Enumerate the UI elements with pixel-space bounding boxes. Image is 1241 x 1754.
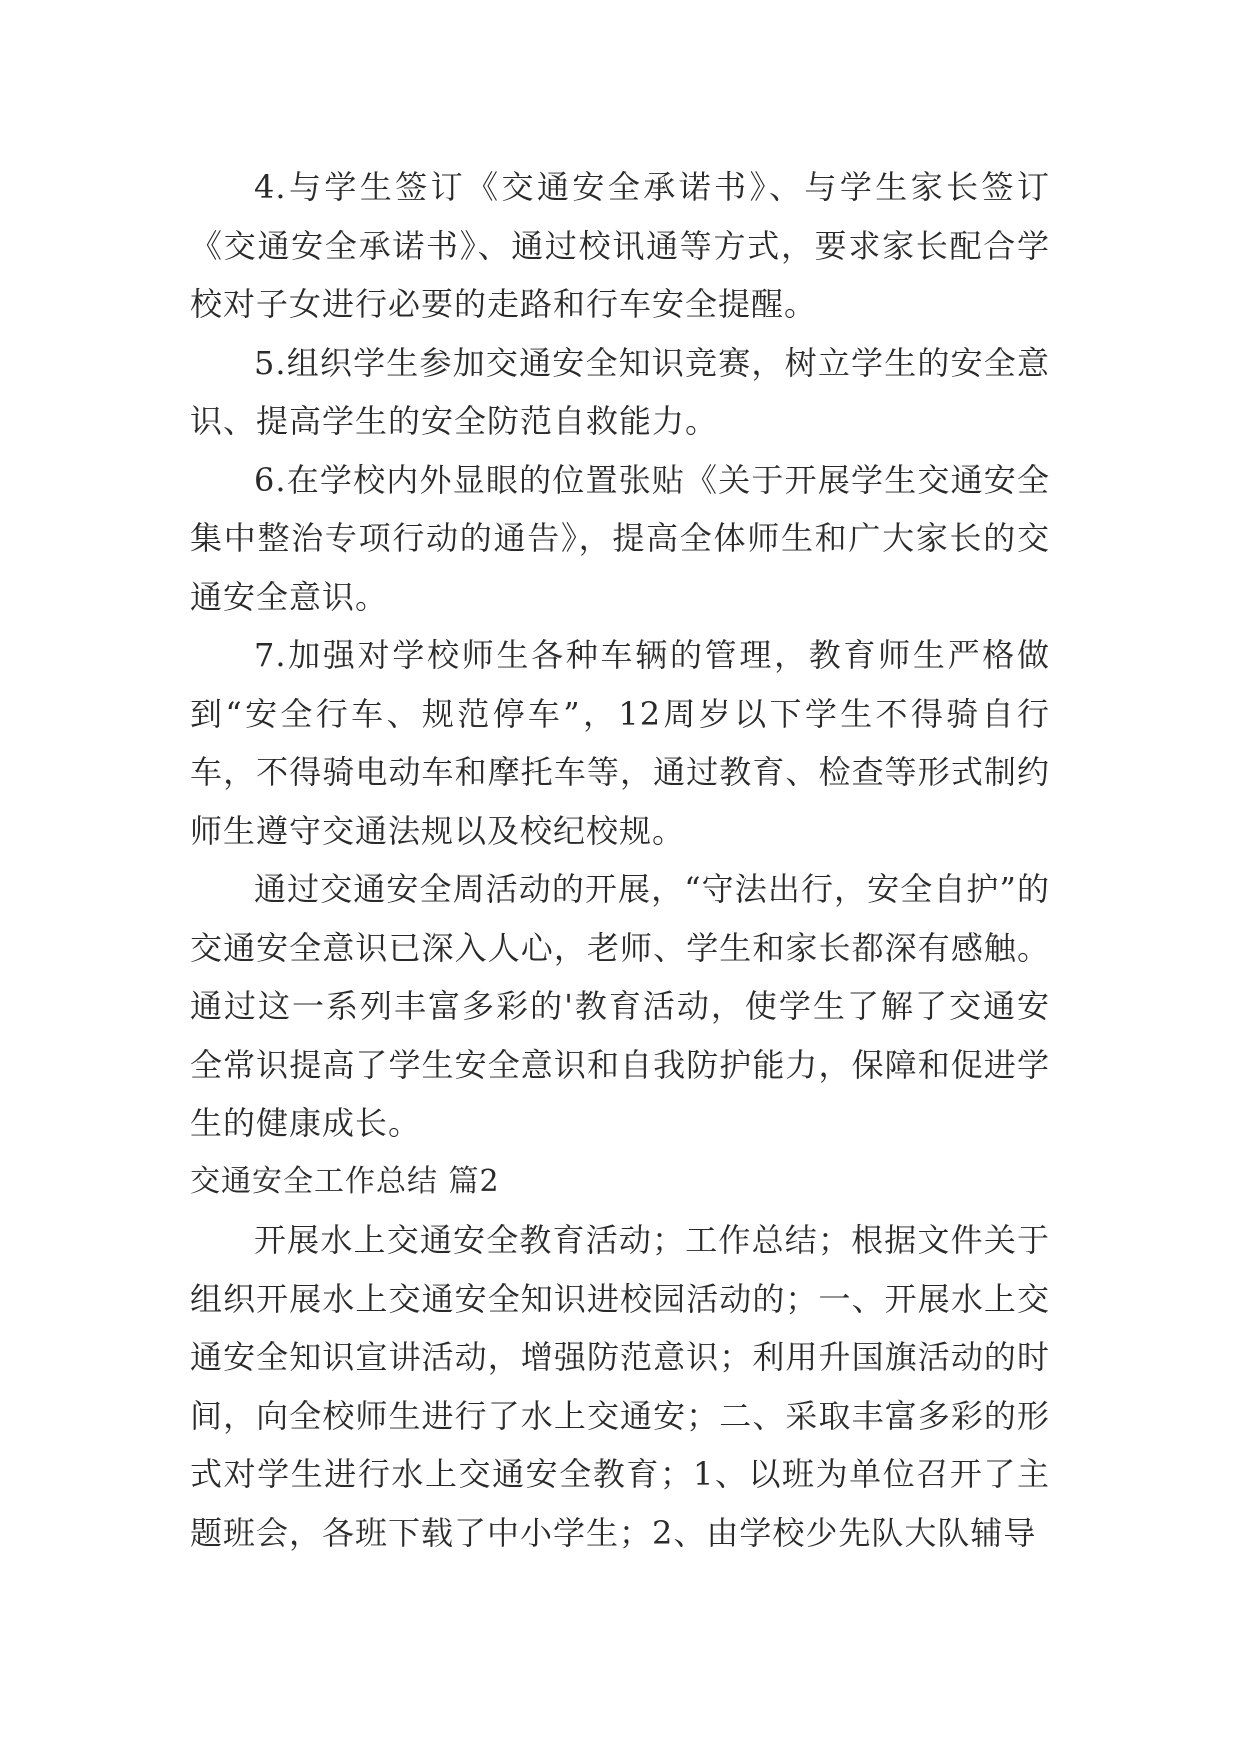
paragraph-item-5: 5.组织学生参加交通安全知识竞赛，树立学生的安全意识、提高学生的安全防范自救能力。 — [190, 343, 1050, 440]
paragraph-item-7: 7.加强对学校师生各种车辆的管理，教育师生严格做到“安全行车、规范停车”，12周岁以下学生不得骑自行车，不得骑电动车和摩托车等，通过教育、检查等形式制约师生遵守交通法规以及校纪校规。 — [190, 636, 1050, 850]
paragraph-section2-intro: 开展水上交通安全教育活动；工作总结；根据文件关于组织开展水上交通安全知识进校园活动的；一、开展水上交通安全知识宣讲活动，增强防范意识；利用升国旗活动的时间，向全校师生进行了水上交通安；二、采取丰富多彩的形式对学生进行水上交通安全教育；1、以班为单位召开了主题班会，各班下载了中小学生；2、由学校少先队大队辅导 — [190, 1221, 1050, 1552]
paragraph-item-4: 4.与学生签订《交通安全承诺书》、与学生家长签订《交通安全承诺书》、通过校讯通等方式，要求家长配合学校对子女进行必要的走路和行车安全提醒。 — [190, 168, 1050, 323]
document-body — [190, 158, 1050, 1562]
paragraph-conclusion: 通过交通安全周活动的开展，“守法出行，安全自护”的交通安全意识已深入人心，老师、学生和家长都深有感触。通过这一系列丰富多彩的'教育活动，使学生了解了交通安全常识提高了学生安全意识和自我防护能力，保障和促进学生的健康成长。 — [190, 870, 1050, 1142]
paragraph-item-6: 6.在学校内外显眼的位置张贴《关于开展学生交通安全集中整治专项行动的通告》，提高全体师生和广大家长的交通安全意识。 — [190, 460, 1050, 616]
section-heading: 交通安全工作总结 篇2 — [190, 1163, 500, 1199]
